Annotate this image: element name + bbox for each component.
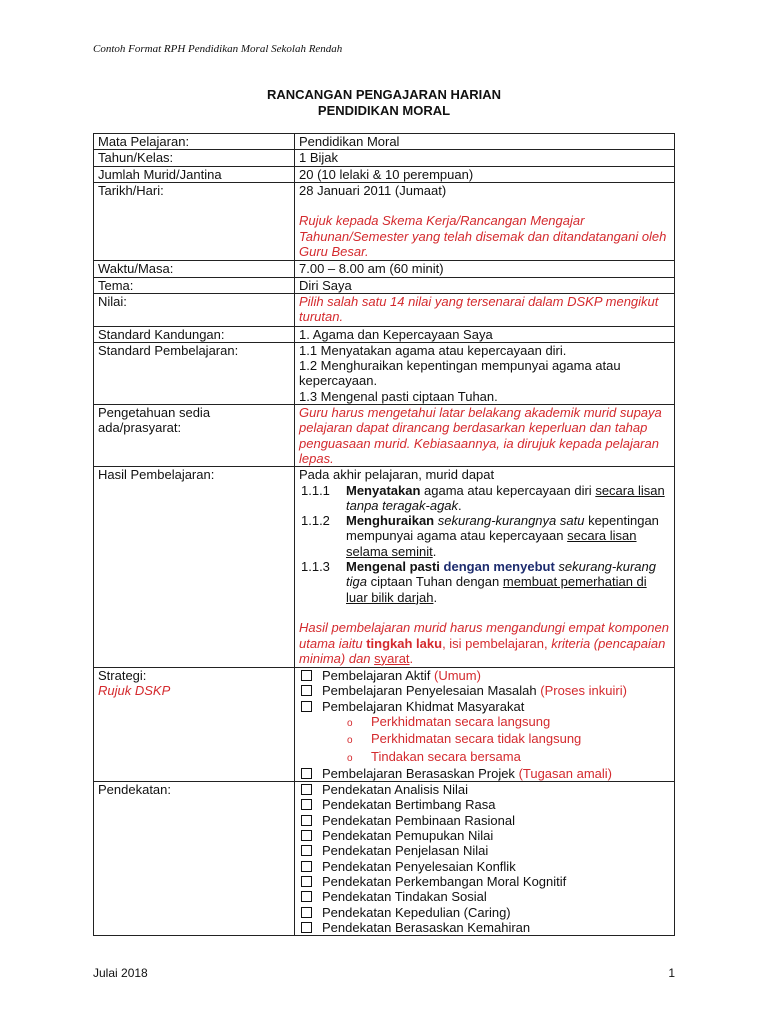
table-row xyxy=(94,261,675,277)
text: Pendekatan Pembinaan Rasional xyxy=(322,812,515,828)
text: Tindakan secara bersama xyxy=(371,748,521,764)
lesson-plan-table xyxy=(93,133,675,936)
checkbox-icon[interactable] xyxy=(301,670,312,681)
objective-number: 1.1.1 xyxy=(301,482,330,498)
title-line-2: PENDIDIKAN MORAL xyxy=(317,103,451,118)
text: kriteria (pencapaian minima) dan xyxy=(299,635,666,666)
row-label: Tema: xyxy=(94,277,295,293)
guidance-note: Rujuk DSKP xyxy=(98,683,171,699)
verb: Mengenal pasti xyxy=(346,559,440,575)
verb: Menyatakan xyxy=(346,482,421,498)
bullet-icon: o xyxy=(347,752,353,764)
list-item: 1.2 Menghuraikan kepentingan mempunyai agama atau kepercayaan. xyxy=(299,358,621,389)
text: Pendekatan Tindakan Sosial xyxy=(322,889,487,905)
checkbox-icon[interactable] xyxy=(301,701,312,712)
list-item: 1.1 Menyatakan agama atau kepercayaan diri. xyxy=(299,342,567,358)
text: ciptaan Tuhan dengan xyxy=(366,574,503,590)
text: Pendekatan Kepedulian (Caring) xyxy=(322,904,511,920)
checkbox-item[interactable] xyxy=(299,905,670,920)
objective-item xyxy=(299,483,670,514)
list-item: 1.3 Mengenal pasti ciptaan Tuhan. xyxy=(299,388,498,404)
row-value: Diri Saya xyxy=(295,277,675,293)
text: Perkhidmatan secara langsung xyxy=(371,713,551,729)
checkbox-icon[interactable] xyxy=(301,799,312,810)
text: Pembelajaran Berasaskan Projek xyxy=(322,765,519,781)
text: kepentingan mempunyai agama atau kepercayaan xyxy=(346,513,659,544)
checkbox-icon[interactable] xyxy=(301,922,312,933)
table-row xyxy=(94,166,675,182)
document-title xyxy=(0,87,768,119)
objective-number: 1.1.2 xyxy=(301,513,330,529)
text: . xyxy=(458,497,462,513)
checkbox-icon[interactable] xyxy=(301,685,312,696)
checkbox-item[interactable] xyxy=(299,668,670,683)
table-row xyxy=(94,782,675,936)
text: sekurang-kurang tiga xyxy=(346,559,656,590)
text: Pembelajaran Penyelesaian Masalah xyxy=(322,683,541,699)
text: Pendekatan Berasaskan Kemahiran xyxy=(322,919,531,935)
row-label: Nilai: xyxy=(94,293,295,326)
guidance-note: Pilih salah satu 14 nilai yang tersenarai dalam DSKP mengikut turutan. xyxy=(295,293,675,326)
page-header: Contoh Format RPH Pendidikan Moral Sekolah Rendah xyxy=(93,43,343,55)
row-label: Standard Kandungan: xyxy=(94,326,295,342)
checkbox-icon[interactable] xyxy=(301,861,312,872)
row-label: Jumlah Murid/Jantina xyxy=(94,166,295,182)
checkbox-icon[interactable] xyxy=(301,768,312,779)
row-label: Standard Pembelajaran: xyxy=(94,342,295,404)
guidance-note: Rujuk kepada Skema Kerja/Rancangan Mengajar Tahunan/Semester yang telah disemak dan ditandatangani oleh Guru Besar. xyxy=(299,213,667,260)
objective-number: 1.1.3 xyxy=(301,559,330,575)
row-label: Tarikh/Hari: xyxy=(94,182,295,260)
text: , isi pembelajaran, xyxy=(442,635,552,651)
text: tanpa teragak-agak xyxy=(346,497,459,513)
row-label: Pendekatan: xyxy=(94,782,295,936)
row-label: Strategi: xyxy=(98,668,147,684)
text: (Umum) xyxy=(434,668,481,684)
checkbox-item[interactable] xyxy=(299,766,670,781)
text: Pembelajaran Khidmat Masyarakat xyxy=(322,698,525,714)
row-label: Mata Pelajaran: xyxy=(94,134,295,150)
row-value: 20 (10 lelaki & 10 perempuan) xyxy=(295,166,675,182)
checkbox-item[interactable] xyxy=(299,859,670,874)
text: Perkhidmatan secara tidak langsung xyxy=(371,731,582,747)
table-row xyxy=(94,668,675,782)
checkbox-item[interactable] xyxy=(299,889,670,904)
text: (Proses inkuiri) xyxy=(540,683,627,699)
row-value: 1 Bijak xyxy=(295,150,675,166)
table-row xyxy=(94,293,675,326)
checkbox-item[interactable] xyxy=(299,813,670,828)
row-label: Pengetahuan sedia ada/prasyarat: xyxy=(94,405,295,467)
table-row xyxy=(94,277,675,293)
text: syarat xyxy=(374,650,410,666)
table-row xyxy=(94,326,675,342)
row-label: Waktu/Masa: xyxy=(94,261,295,277)
checkbox-item[interactable] xyxy=(299,828,670,843)
text: dengan menyebut xyxy=(443,559,555,575)
guidance-note xyxy=(299,620,670,667)
checkbox-icon[interactable] xyxy=(301,876,312,887)
checkbox-item[interactable] xyxy=(299,874,670,889)
row-value: 28 Januari 2011 (Jumaat) xyxy=(299,182,447,198)
checkbox-item[interactable] xyxy=(299,683,670,698)
text: sekurang-kurangnya satu xyxy=(437,513,585,529)
bullet-icon: o xyxy=(347,717,353,729)
objective-item xyxy=(299,559,670,605)
text: . xyxy=(433,589,438,605)
text: secara lisan xyxy=(595,482,665,498)
text: secara lisan selama seminit xyxy=(346,528,637,559)
sub-item xyxy=(299,731,670,748)
row-value: Pendidikan Moral xyxy=(295,134,675,150)
checkbox-icon[interactable] xyxy=(301,891,312,902)
table-row xyxy=(94,467,675,668)
title-line-1: RANCANGAN PENGAJARAN HARIAN xyxy=(266,87,501,102)
approach-list xyxy=(295,782,675,936)
text: (Tugasan amali) xyxy=(518,765,613,781)
checkbox-icon[interactable] xyxy=(301,845,312,856)
verb: Menghuraikan xyxy=(346,513,435,529)
objective-item xyxy=(299,513,670,559)
intro-text: Pada akhir pelajaran, murid dapat xyxy=(299,467,495,483)
text: Pendekatan Perkembangan Moral Kognitif xyxy=(322,873,567,889)
table-row xyxy=(94,405,675,467)
checkbox-item[interactable] xyxy=(299,920,670,935)
checkbox-icon[interactable] xyxy=(301,815,312,826)
checkbox-icon[interactable] xyxy=(301,830,312,841)
text: . xyxy=(409,650,414,666)
checkbox-item[interactable] xyxy=(299,843,670,858)
table-row xyxy=(94,150,675,166)
bullet-icon: o xyxy=(347,735,353,747)
text: Pendekatan Pemupukan Nilai xyxy=(322,828,494,844)
row-value: 1. Agama dan Kepercayaan Saya xyxy=(295,326,675,342)
row-value: 7.00 – 8.00 am (60 minit) xyxy=(295,261,675,277)
text: Pembelajaran Aktif xyxy=(322,668,435,684)
text: agama atau kepercayaan diri xyxy=(420,482,596,498)
checkbox-icon[interactable] xyxy=(301,907,312,918)
table-row xyxy=(94,134,675,150)
text: . xyxy=(432,543,437,559)
footer-date: Julai 2018 xyxy=(93,966,148,980)
checkbox-item[interactable] xyxy=(299,782,670,797)
checkbox-item[interactable] xyxy=(299,699,670,714)
sub-item xyxy=(299,749,670,766)
sub-item xyxy=(299,714,670,731)
text: tingkah laku xyxy=(366,635,443,651)
table-row xyxy=(94,342,675,404)
row-label: Hasil Pembelajaran: xyxy=(94,467,295,668)
table-row xyxy=(94,182,675,260)
text: Hasil pembelajaran murid harus mengandungi empat komponen utama iaitu xyxy=(299,620,669,651)
checkbox-icon[interactable] xyxy=(301,784,312,795)
row-label: Tahun/Kelas: xyxy=(94,150,295,166)
text: Pendekatan Penjelasan Nilai xyxy=(322,843,489,859)
text: Pendekatan Penyelesaian Konflik xyxy=(322,858,516,874)
checkbox-item[interactable] xyxy=(299,797,670,812)
text: membuat pemerhatian di luar bilik darjah xyxy=(346,574,647,605)
page-number: 1 xyxy=(668,966,675,980)
text: Pendekatan Analisis Nilai xyxy=(322,782,468,798)
guidance-note: Guru harus mengetahui latar belakang akademik murid supaya pelajaran dapat dirancang berdasarkan keperluan dan tahap penguasaan murid. Kebiasaannya, ia dirujuk kepada pelajaran lepas. xyxy=(295,405,675,467)
text: Pendekatan Bertimbang Rasa xyxy=(322,797,496,813)
